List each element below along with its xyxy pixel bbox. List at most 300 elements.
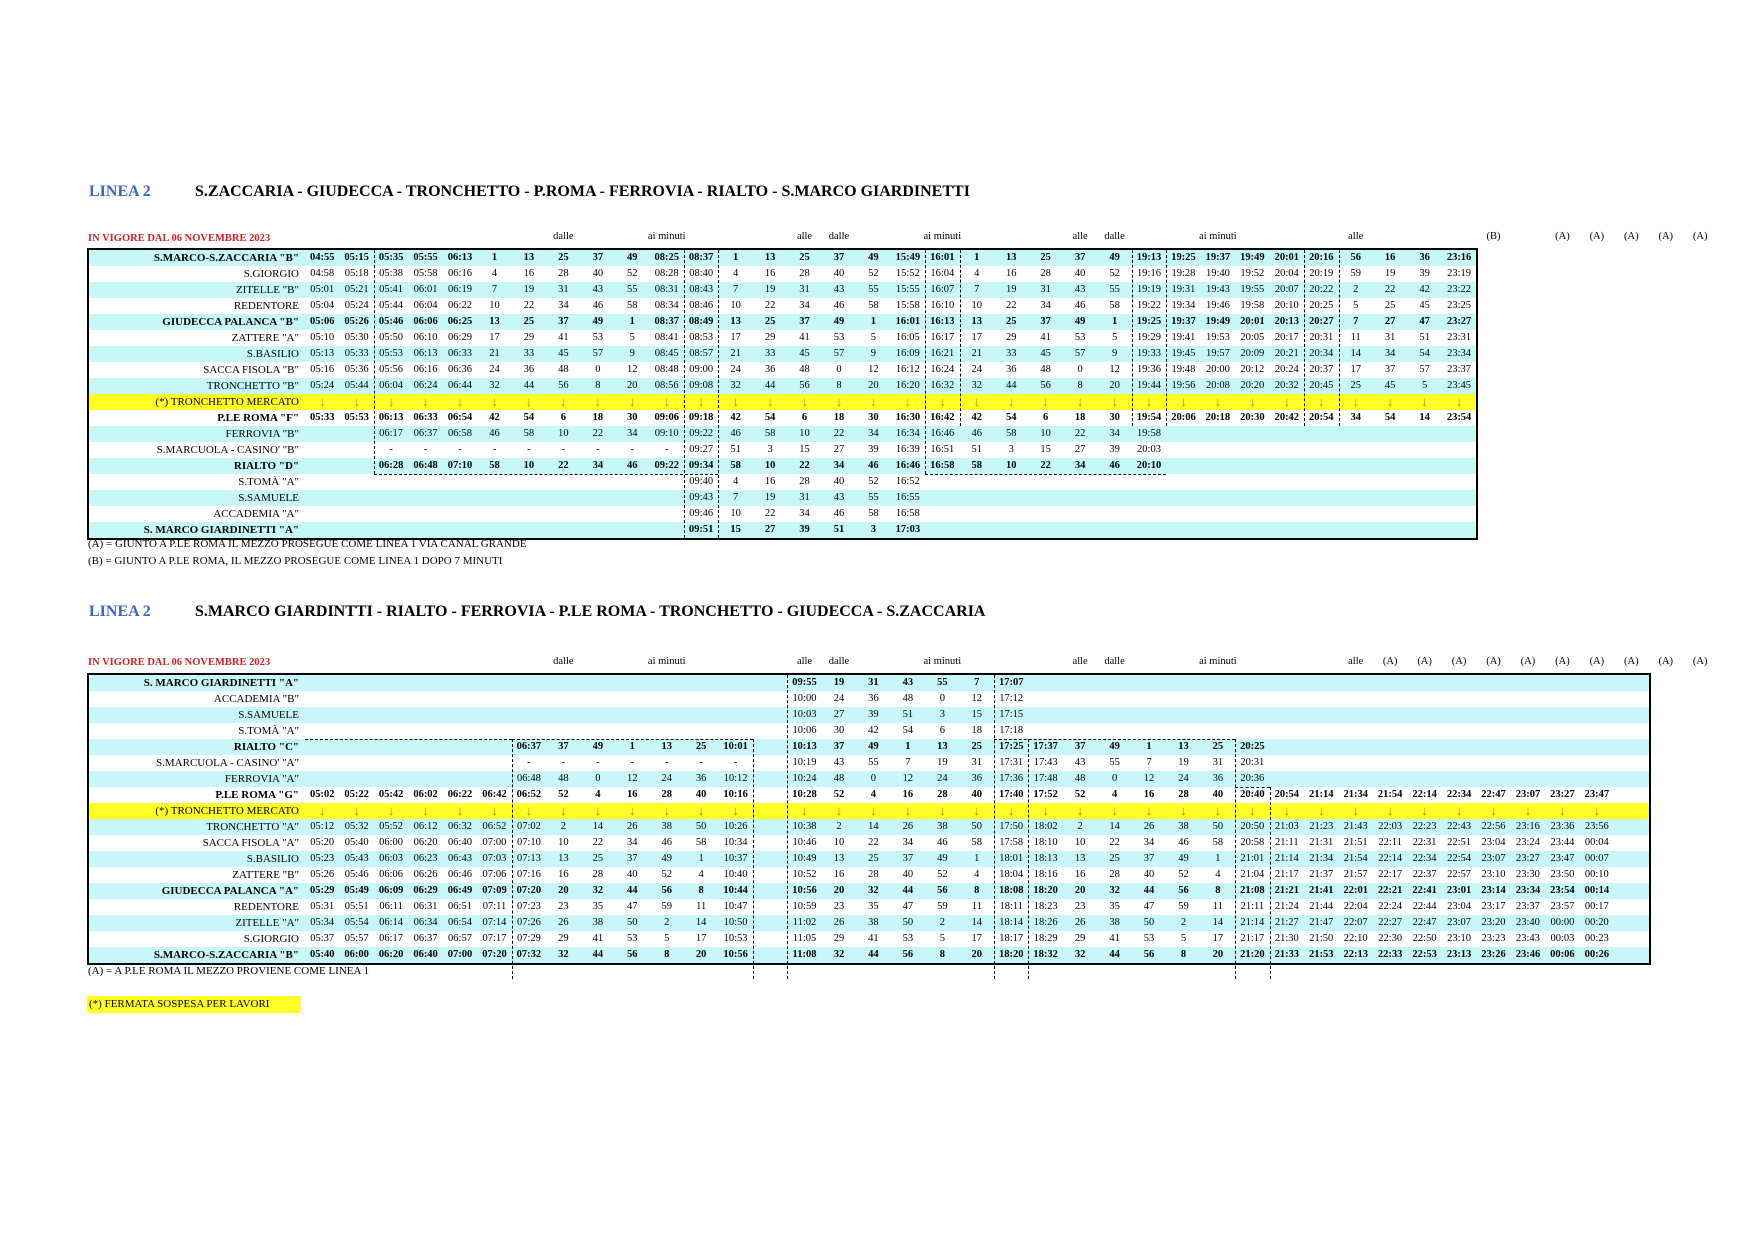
time-cell: 05:02 bbox=[309, 789, 335, 800]
time-cell: 06:51 bbox=[448, 901, 472, 912]
time-cell: 57 bbox=[1074, 348, 1086, 359]
time-cell: 22 bbox=[592, 428, 604, 439]
time-cell: 4 bbox=[1111, 789, 1118, 800]
time-cell: 05:30 bbox=[344, 332, 369, 343]
time-cell: 05:31 bbox=[310, 901, 335, 912]
table-row bbox=[89, 378, 1476, 394]
time-cell: 26 bbox=[1074, 917, 1086, 928]
time-cell: 20:10 bbox=[1136, 460, 1162, 471]
time-cell: 3 bbox=[939, 709, 945, 720]
time-cell: 49 bbox=[1178, 853, 1189, 864]
time-cell: 25 bbox=[799, 252, 810, 263]
time-cell: 38 bbox=[661, 821, 672, 832]
time-cell: 17:18 bbox=[999, 725, 1024, 736]
time-cell: 00:04 bbox=[1584, 837, 1609, 848]
time-cell: 44 bbox=[868, 949, 879, 960]
time-cell: 13 bbox=[1074, 853, 1086, 864]
time-cell: 11 bbox=[1212, 901, 1223, 912]
time-cell: 05:57 bbox=[344, 933, 369, 944]
time-cell: 54 bbox=[902, 725, 914, 736]
time-cell: 20:19 bbox=[1309, 268, 1334, 279]
time-cell: 22:37 bbox=[1412, 869, 1437, 880]
time-cell: 56 bbox=[937, 885, 948, 896]
section2-vigore: IN VIGORE DAL 06 NOVEMBRE 2023 bbox=[88, 657, 271, 668]
column-header: alle bbox=[796, 656, 813, 667]
time-cell: 9 bbox=[629, 348, 635, 359]
time-cell: 42 bbox=[971, 412, 983, 423]
time-cell: 25 bbox=[592, 853, 604, 864]
time-cell: 23:27 bbox=[1446, 316, 1472, 327]
time-cell: 17:58 bbox=[999, 837, 1024, 848]
time-cell: 3 bbox=[870, 524, 877, 535]
time-cell: 16 bbox=[558, 869, 569, 880]
time-cell: 21:50 bbox=[1309, 933, 1334, 944]
time-cell: 10 bbox=[833, 837, 845, 848]
time-cell: 22 bbox=[558, 460, 569, 471]
time-cell: 36 bbox=[695, 773, 707, 784]
time-cell: 05:55 bbox=[413, 252, 438, 263]
time-cell: 21:14 bbox=[1240, 917, 1265, 928]
time-cell: 16:17 bbox=[930, 332, 955, 343]
time-cell: 19:44 bbox=[1137, 380, 1161, 391]
time-cell: 10:52 bbox=[792, 869, 817, 880]
time-cell: 23:10 bbox=[1447, 933, 1472, 944]
time-cell: 5 bbox=[629, 332, 635, 343]
time-cell: 41 bbox=[1109, 933, 1120, 944]
time-cell: 05:06 bbox=[309, 316, 335, 327]
time-cell: - bbox=[561, 757, 566, 768]
arrow-down-icon: ↓ bbox=[801, 803, 808, 818]
time-cell: 50 bbox=[902, 917, 914, 928]
time-cell: 05:46 bbox=[378, 316, 404, 327]
time-cell: 37 bbox=[833, 741, 845, 752]
time-cell: 07:09 bbox=[482, 885, 507, 896]
time-cell: 10:56 bbox=[723, 949, 748, 960]
time-cell: 44 bbox=[592, 949, 604, 960]
time-cell: 18 bbox=[833, 412, 845, 423]
time-cell: 13 bbox=[833, 853, 845, 864]
column-header: ai minuti bbox=[923, 231, 962, 242]
time-cell: 36 bbox=[1005, 364, 1017, 375]
time-cell: 11:08 bbox=[792, 949, 817, 960]
time-cell: 20:24 bbox=[1274, 364, 1299, 375]
table-row bbox=[89, 707, 1649, 723]
time-cell: 46 bbox=[627, 460, 638, 471]
time-cell: 10 bbox=[1005, 460, 1017, 471]
time-cell: 09:40 bbox=[689, 476, 714, 487]
arrow-down-icon: ↓ bbox=[801, 394, 808, 409]
time-cell: 16:10 bbox=[930, 300, 955, 311]
table-row bbox=[89, 771, 1649, 787]
time-cell: 10:37 bbox=[723, 853, 748, 864]
time-cell: 13 bbox=[661, 741, 672, 752]
arrow-down-icon: ↓ bbox=[835, 394, 843, 409]
stop-name: FERROVIA "B" bbox=[225, 428, 299, 440]
time-cell: 0 bbox=[595, 773, 601, 784]
stop-name: ZITELLE "B" bbox=[235, 284, 299, 296]
time-cell: 33 bbox=[764, 348, 776, 359]
time-cell: 51 bbox=[902, 709, 914, 720]
column-header: (A) bbox=[1382, 656, 1398, 667]
time-cell: 06:46 bbox=[448, 869, 472, 880]
time-cell: 21:47 bbox=[1309, 917, 1334, 928]
time-cell: 5 bbox=[939, 933, 945, 944]
time-cell: 16:30 bbox=[895, 412, 921, 423]
time-cell: 29 bbox=[558, 933, 569, 944]
time-cell: 55 bbox=[1109, 757, 1120, 768]
stop-name: REDENTORE bbox=[233, 901, 299, 913]
time-cell: 22:10 bbox=[1343, 933, 1368, 944]
section1-note-b: (B) = GIUNTO A P.LE ROMA, IL MEZZO PROSEGUE COME LINEA 1 DOPO 7 MINUTI bbox=[88, 555, 503, 567]
time-cell: 22:13 bbox=[1343, 949, 1368, 960]
time-cell: 46 bbox=[1109, 460, 1120, 471]
time-cell: 19:31 bbox=[1171, 284, 1196, 295]
time-cell: 06:40 bbox=[448, 837, 472, 848]
stop-name: REDENTORE bbox=[233, 300, 299, 312]
time-cell: 56 bbox=[1040, 380, 1051, 391]
time-cell: 09:06 bbox=[654, 412, 679, 423]
time-cell: 16:01 bbox=[930, 252, 955, 263]
column-header: alle bbox=[1072, 231, 1088, 242]
table-row bbox=[89, 819, 1649, 835]
time-cell: 49 bbox=[833, 316, 845, 327]
time-cell: 31 bbox=[799, 492, 810, 503]
dashed-separator bbox=[925, 474, 1166, 475]
time-cell: 10:28 bbox=[792, 789, 817, 800]
time-cell: 05:29 bbox=[309, 885, 335, 896]
time-cell: 12 bbox=[627, 364, 638, 375]
time-cell: 25 bbox=[1384, 300, 1396, 311]
time-cell: 10 bbox=[558, 428, 569, 439]
time-cell: 20:08 bbox=[1205, 380, 1230, 391]
table-row bbox=[89, 755, 1649, 771]
time-cell: 05:40 bbox=[344, 837, 369, 848]
time-cell: 10:12 bbox=[723, 773, 748, 784]
time-cell: 58 bbox=[1109, 300, 1120, 311]
time-cell: 25 bbox=[1040, 252, 1051, 263]
time-cell: 05:41 bbox=[379, 284, 404, 295]
time-cell: 4 bbox=[1215, 869, 1221, 880]
arrow-down-icon: ↓ bbox=[1352, 394, 1359, 409]
time-cell: 2 bbox=[1353, 284, 1359, 295]
time-cell: 57 bbox=[1419, 364, 1430, 375]
time-cell: 06:52 bbox=[516, 789, 542, 800]
time-cell: 24 bbox=[971, 364, 983, 375]
time-cell: 10 bbox=[764, 460, 776, 471]
time-cell: 21 bbox=[730, 348, 741, 359]
time-cell: 23:43 bbox=[1516, 933, 1540, 944]
column-header: (A) bbox=[1658, 231, 1674, 242]
time-cell: 34 bbox=[799, 300, 810, 311]
time-cell: 20:04 bbox=[1274, 268, 1299, 279]
time-cell: 21:08 bbox=[1240, 885, 1265, 896]
time-cell: 22:47 bbox=[1481, 789, 1506, 800]
table-row bbox=[89, 947, 1649, 963]
time-cell: 4 bbox=[974, 869, 980, 880]
time-cell: 22:56 bbox=[1481, 821, 1506, 832]
time-cell: 08:48 bbox=[654, 364, 679, 375]
time-cell: 0 bbox=[836, 364, 842, 375]
time-cell: 06:23 bbox=[413, 853, 438, 864]
column-header: dalle bbox=[828, 231, 850, 242]
time-cell: 21:34 bbox=[1309, 853, 1334, 864]
time-cell: 23:47 bbox=[1550, 853, 1575, 864]
dashed-separator bbox=[1339, 250, 1340, 426]
time-cell: - bbox=[492, 444, 497, 455]
time-cell: 2 bbox=[560, 821, 566, 832]
time-cell: - bbox=[596, 444, 600, 455]
time-cell: 23:37 bbox=[1447, 364, 1472, 375]
time-cell: 49 bbox=[592, 741, 604, 752]
time-cell: 25 bbox=[523, 316, 535, 327]
time-cell: 26 bbox=[627, 821, 638, 832]
time-cell: 36 bbox=[971, 773, 983, 784]
time-cell: 44 bbox=[1005, 380, 1017, 391]
time-cell: 55 bbox=[868, 492, 879, 503]
time-cell: 31 bbox=[1212, 757, 1224, 768]
time-cell: 20:05 bbox=[1240, 332, 1265, 343]
time-cell: 10:34 bbox=[723, 837, 748, 848]
dashed-separator bbox=[684, 538, 925, 539]
time-cell: 06:54 bbox=[447, 412, 473, 423]
time-cell: 23:47 bbox=[1584, 789, 1610, 800]
time-cell: 50 bbox=[1212, 821, 1224, 832]
table-row bbox=[89, 282, 1476, 298]
time-cell: 20:30 bbox=[1240, 412, 1265, 423]
column-header: dalle bbox=[553, 656, 574, 667]
time-cell: 34 bbox=[1040, 300, 1051, 311]
time-cell: 13 bbox=[558, 853, 569, 864]
time-cell: 58 bbox=[764, 428, 776, 439]
time-cell: 04:58 bbox=[310, 268, 335, 279]
time-cell: 16:55 bbox=[895, 492, 920, 503]
time-cell: 20:00 bbox=[1205, 364, 1230, 375]
time-cell: 2 bbox=[939, 917, 945, 928]
time-cell: 23:34 bbox=[1447, 348, 1472, 359]
time-cell: 16:07 bbox=[930, 284, 955, 295]
time-cell: 16:52 bbox=[895, 476, 920, 487]
time-cell: 14 bbox=[695, 917, 707, 928]
time-cell: 6 bbox=[801, 412, 808, 423]
dashed-separator bbox=[1304, 250, 1305, 426]
time-cell: 16 bbox=[764, 476, 776, 487]
time-cell: 27 bbox=[833, 709, 845, 720]
time-cell: 44 bbox=[902, 885, 914, 896]
arrow-down-icon: ↓ bbox=[766, 394, 774, 409]
time-cell: 40 bbox=[695, 789, 707, 800]
arrow-down-icon: ↓ bbox=[663, 394, 670, 409]
stop-name: ZATTERE "A" bbox=[231, 332, 299, 344]
time-cell: 34 bbox=[1109, 428, 1120, 439]
time-cell: 19:36 bbox=[1137, 364, 1161, 375]
time-cell: 23:44 bbox=[1550, 837, 1575, 848]
time-cell: 22:34 bbox=[1412, 853, 1437, 864]
table-row bbox=[89, 675, 1649, 691]
time-cell: 46 bbox=[1178, 837, 1189, 848]
time-cell: 17 bbox=[1212, 933, 1224, 944]
time-cell: 11 bbox=[971, 901, 982, 912]
time-cell: 30 bbox=[1109, 412, 1120, 423]
stop-name: S.SAMUELE bbox=[238, 709, 299, 721]
time-cell: 21:54 bbox=[1343, 853, 1368, 864]
time-cell: 16 bbox=[1005, 268, 1017, 279]
time-cell: 13 bbox=[730, 316, 741, 327]
time-cell: 37 bbox=[558, 741, 569, 752]
time-cell: 48 bbox=[558, 364, 569, 375]
time-cell: 23 bbox=[558, 901, 569, 912]
time-cell: 18 bbox=[1074, 412, 1086, 423]
dashed-separator bbox=[718, 250, 719, 538]
time-cell: 15:55 bbox=[895, 284, 920, 295]
time-cell: 05:24 bbox=[344, 300, 369, 311]
time-cell: 7 bbox=[1353, 316, 1359, 327]
time-cell: 22 bbox=[764, 300, 776, 311]
time-cell: 19:57 bbox=[1205, 348, 1230, 359]
time-cell: 7 bbox=[905, 757, 911, 768]
time-cell: 21:17 bbox=[1274, 869, 1299, 880]
dashed-separator bbox=[1270, 787, 1271, 979]
time-cell: 54 bbox=[1419, 348, 1430, 359]
time-cell: 34 bbox=[627, 428, 638, 439]
time-cell: 18:26 bbox=[1033, 917, 1058, 928]
time-cell: 16:34 bbox=[895, 428, 920, 439]
time-cell: 53 bbox=[902, 933, 914, 944]
time-cell: 14 bbox=[592, 821, 604, 832]
time-cell: 50 bbox=[971, 821, 983, 832]
time-cell: 18:13 bbox=[1033, 853, 1058, 864]
time-cell: 22 bbox=[1074, 428, 1086, 439]
time-cell: 18:32 bbox=[1033, 949, 1058, 960]
time-cell: 59 bbox=[1350, 268, 1361, 279]
time-cell: 54 bbox=[1384, 412, 1396, 423]
time-cell: 05:01 bbox=[310, 284, 335, 295]
time-cell: 58 bbox=[523, 428, 535, 439]
time-cell: 10 bbox=[971, 300, 983, 311]
time-cell: 19:16 bbox=[1137, 268, 1161, 279]
column-header: ai minuti bbox=[923, 656, 962, 667]
time-cell: 32 bbox=[489, 380, 500, 391]
time-cell: 19 bbox=[1178, 757, 1189, 768]
time-cell: 16:20 bbox=[895, 380, 920, 391]
time-cell: 22:23 bbox=[1412, 821, 1437, 832]
time-cell: 37 bbox=[1074, 741, 1086, 752]
time-cell: 21:54 bbox=[1377, 789, 1403, 800]
time-cell: 19:52 bbox=[1240, 268, 1265, 279]
time-cell: 50 bbox=[627, 917, 638, 928]
time-cell: 07:26 bbox=[516, 917, 541, 928]
time-cell: 23:24 bbox=[1516, 837, 1540, 848]
dashed-separator bbox=[512, 739, 753, 740]
time-cell: 19 bbox=[937, 757, 948, 768]
time-cell: 06:29 bbox=[448, 332, 472, 343]
time-cell: 21:57 bbox=[1343, 869, 1368, 880]
time-cell: 16:01 bbox=[895, 316, 921, 327]
time-cell: 44 bbox=[1109, 949, 1120, 960]
time-cell: 16 bbox=[1074, 869, 1086, 880]
time-cell: 7 bbox=[974, 677, 980, 688]
time-cell: 09:08 bbox=[689, 380, 714, 391]
time-cell: 20:01 bbox=[1240, 316, 1265, 327]
time-cell: 05:26 bbox=[344, 316, 369, 327]
time-cell: 23:30 bbox=[1516, 869, 1540, 880]
time-cell: 22:54 bbox=[1447, 853, 1472, 864]
time-cell: 51 bbox=[833, 524, 845, 535]
time-cell: 40 bbox=[833, 268, 845, 279]
time-cell: 38 bbox=[868, 917, 879, 928]
time-cell: - bbox=[664, 757, 669, 768]
time-cell: 07:06 bbox=[482, 869, 507, 880]
time-cell: 59 bbox=[661, 901, 672, 912]
time-cell: 06:37 bbox=[413, 428, 438, 439]
time-cell: 32 bbox=[1109, 885, 1120, 896]
time-cell: 52 bbox=[937, 869, 948, 880]
time-cell: 12 bbox=[1143, 773, 1155, 784]
table-row bbox=[89, 739, 1649, 755]
table-row bbox=[89, 867, 1649, 883]
stop-name: RIALTO "D" bbox=[233, 460, 299, 472]
table-row bbox=[89, 250, 1476, 266]
time-cell: 38 bbox=[937, 821, 948, 832]
time-cell: 09:46 bbox=[689, 508, 714, 519]
time-cell: 53 bbox=[1143, 933, 1155, 944]
time-cell: 23:27 bbox=[1516, 853, 1540, 864]
time-cell: 09:00 bbox=[689, 364, 714, 375]
time-cell: 22:51 bbox=[1447, 837, 1472, 848]
time-cell: 20 bbox=[971, 949, 983, 960]
arrow-down-icon: ↓ bbox=[422, 803, 429, 818]
time-cell: 5 bbox=[1180, 933, 1187, 944]
time-cell: 27 bbox=[1074, 444, 1086, 455]
time-cell: 49 bbox=[937, 853, 948, 864]
time-cell: 06:49 bbox=[447, 885, 473, 896]
time-cell: 18:29 bbox=[1033, 933, 1058, 944]
table-row bbox=[89, 474, 1476, 490]
time-cell: 18 bbox=[592, 412, 604, 423]
time-cell: 06:13 bbox=[413, 348, 438, 359]
time-cell: 16:04 bbox=[930, 268, 955, 279]
time-cell: 58 bbox=[489, 460, 500, 471]
time-cell: 46 bbox=[868, 460, 879, 471]
time-cell: 08:57 bbox=[689, 348, 714, 359]
time-cell: 10 bbox=[799, 428, 810, 439]
time-cell: 4 bbox=[698, 869, 704, 880]
time-cell: 06:13 bbox=[378, 412, 404, 423]
time-cell: 19 bbox=[764, 284, 776, 295]
time-cell: 17:43 bbox=[1033, 757, 1058, 768]
arrow-down-icon: ↓ bbox=[1007, 394, 1015, 409]
time-cell: 34 bbox=[902, 837, 914, 848]
arrow-down-icon: ↓ bbox=[732, 803, 739, 818]
time-cell: 28 bbox=[937, 789, 948, 800]
column-header: ai minuti bbox=[1199, 656, 1237, 667]
time-cell: 05:49 bbox=[344, 885, 369, 896]
time-cell: 35 bbox=[592, 901, 604, 912]
time-cell: 06:04 bbox=[413, 300, 438, 311]
section1-note-a: (A) = GIUNTO A P.LE ROMA IL MEZZO PROSEGUE COME LINEA 1 VIA CANAL GRANDE bbox=[88, 538, 527, 550]
time-cell: 05:33 bbox=[309, 412, 335, 423]
time-cell: 07:02 bbox=[516, 821, 541, 832]
time-cell: 34 bbox=[1143, 837, 1155, 848]
time-cell: 16 bbox=[1384, 252, 1396, 263]
time-cell: 15 bbox=[971, 709, 983, 720]
time-cell: 06:37 bbox=[516, 741, 542, 752]
arrow-down-icon: ↓ bbox=[1421, 394, 1428, 409]
time-cell: 45 bbox=[558, 348, 569, 359]
time-cell: 40 bbox=[902, 869, 914, 880]
time-cell: 34 bbox=[833, 460, 845, 471]
arrow-down-icon: ↓ bbox=[1421, 803, 1428, 818]
time-cell: 22 bbox=[1005, 300, 1017, 311]
